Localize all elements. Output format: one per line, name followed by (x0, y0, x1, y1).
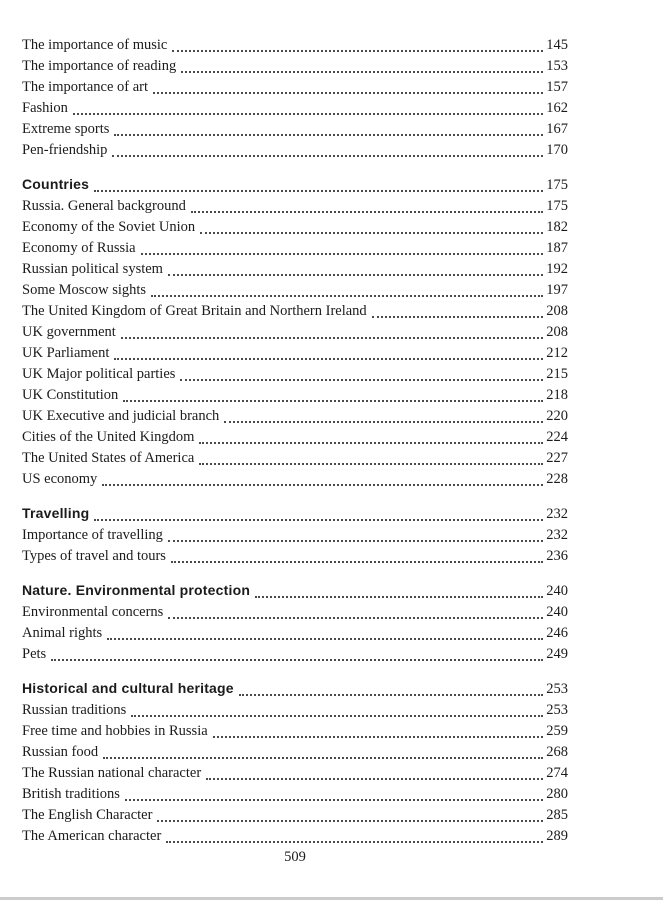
toc-entry-label: Pets (22, 646, 47, 662)
toc-entry-label: The importance of art (22, 79, 149, 95)
toc-entry-row (22, 140, 568, 161)
dot-leader (168, 274, 543, 276)
toc-entry-page: 259 (546, 723, 568, 739)
toc-entry-label: Free time and hobbies in Russia (22, 723, 208, 739)
toc-entry-label: Extreme sports (22, 121, 110, 137)
toc-entry-label: Russian food (22, 744, 99, 760)
dot-leader (107, 638, 543, 640)
toc-entry-row (22, 427, 568, 448)
toc-entry-label: Importance of travelling (22, 527, 163, 543)
toc-entry-label: Types of travel and tours (22, 548, 166, 564)
toc-entry-label: US economy (22, 471, 98, 487)
toc-entry-row (22, 98, 568, 119)
toc-entry-label: UK Executive and judicial branch (22, 408, 220, 424)
dot-leader (157, 820, 543, 822)
toc-entry-row (22, 623, 568, 644)
toc-entry-page: 187 (546, 240, 568, 256)
toc-entry-page: 240 (546, 583, 568, 599)
toc-entry-page: 232 (546, 506, 568, 522)
toc-entry-page: 182 (546, 219, 568, 235)
toc-heading-label: Nature. Environmental protection (22, 582, 251, 598)
toc-entry-label: UK Constitution (22, 387, 119, 403)
toc-entry-page: 253 (546, 702, 568, 718)
toc-entry-row (22, 364, 568, 385)
toc-entry-page: 220 (546, 408, 568, 424)
toc-entry-row (22, 448, 568, 469)
dot-leader (153, 92, 543, 94)
toc-entry-label: Russian traditions (22, 702, 127, 718)
toc-entry-label: The United Kingdom of Great Britain and Northern Ireland (22, 303, 367, 319)
toc-heading-row (22, 503, 568, 525)
toc-entry-label: Economy of Russia (22, 240, 136, 256)
toc-entry-page: 145 (546, 37, 568, 53)
dot-leader (123, 400, 543, 402)
toc-entry-label: Pen-friendship (22, 142, 108, 158)
toc-entry-row (22, 322, 568, 343)
toc-entry-page: 215 (546, 366, 568, 382)
toc-entry-page: 167 (546, 121, 568, 137)
toc-entry-label: The American character (22, 828, 162, 844)
toc-entry-row (22, 280, 568, 301)
toc-entry-row (22, 238, 568, 259)
dot-leader (102, 484, 543, 486)
dot-leader (206, 778, 543, 780)
toc-entry-page: 232 (546, 527, 568, 543)
toc-entry-row (22, 385, 568, 406)
toc-entry-row (22, 469, 568, 490)
toc-entry-label: UK Parliament (22, 345, 110, 361)
toc-entry-page: 280 (546, 786, 568, 802)
toc-heading-row (22, 174, 568, 196)
toc-entry-row (22, 546, 568, 567)
toc-entry-label: Environmental concerns (22, 604, 164, 620)
dot-leader (191, 211, 543, 213)
dot-leader (171, 561, 543, 563)
dot-leader (151, 295, 543, 297)
toc-entry-row (22, 826, 568, 847)
dot-leader (213, 736, 544, 738)
dot-leader (125, 799, 543, 801)
toc-entry-row (22, 602, 568, 623)
toc-entry-row (22, 301, 568, 322)
toc-entry-label: Cities of the United Kingdom (22, 429, 195, 445)
toc-entry-label: The Russian national character (22, 765, 202, 781)
dot-leader (172, 50, 543, 52)
toc-entry-row (22, 343, 568, 364)
toc-entry-row (22, 784, 568, 805)
toc-entry-label: British traditions (22, 786, 120, 802)
toc-entry-label: Economy of the Soviet Union (22, 219, 196, 235)
dot-leader (121, 337, 543, 339)
toc-entry-page: 240 (546, 604, 568, 620)
toc-entry-row (22, 406, 568, 427)
toc-entry-label: Russia. General background (22, 198, 186, 214)
toc-entry-row (22, 721, 568, 742)
toc-entry-label: UK government (22, 324, 116, 340)
dot-leader (94, 190, 543, 192)
toc-entry-label: Russian political system (22, 261, 163, 277)
dot-leader (94, 519, 543, 521)
dot-leader (168, 540, 543, 542)
toc-entry-row (22, 700, 568, 721)
toc-entry-page: 285 (546, 807, 568, 823)
toc-entry-page: 249 (546, 646, 568, 662)
toc-entry-page: 170 (546, 142, 568, 158)
toc-entry-row (22, 196, 568, 217)
toc-entry-row (22, 77, 568, 98)
dot-leader (112, 155, 543, 157)
toc-entry-page: 253 (546, 681, 568, 697)
toc-entry-row (22, 644, 568, 665)
toc-entry-row (22, 56, 568, 77)
toc-entry-row (22, 525, 568, 546)
toc-entry-row (22, 35, 568, 56)
dot-leader (199, 463, 543, 465)
dot-leader (199, 442, 543, 444)
toc-entry-row (22, 742, 568, 763)
toc-entry-row (22, 805, 568, 826)
toc-entry-label: The English Character (22, 807, 153, 823)
dot-leader (239, 694, 543, 696)
toc-entry-label: Fashion (22, 100, 68, 116)
toc-entry-page: 218 (546, 387, 568, 403)
toc-entry-label: Animal rights (22, 625, 103, 641)
toc-entry-page: 268 (546, 744, 568, 760)
toc-entry-page: 208 (546, 324, 568, 340)
dot-leader (372, 316, 544, 318)
toc-entry-label: The importance of music (22, 37, 168, 53)
dot-leader (166, 841, 543, 843)
dot-leader (114, 134, 543, 136)
toc-entry-row (22, 259, 568, 280)
toc-entry-page: 157 (546, 79, 568, 95)
dot-leader (168, 617, 543, 619)
toc-entry-page: 175 (546, 177, 568, 193)
toc-entry-row (22, 119, 568, 140)
toc-heading-label: Travelling (22, 505, 90, 521)
toc-entry-label: The United States of America (22, 450, 195, 466)
toc-entry-page: 236 (546, 548, 568, 564)
toc-entry-page: 274 (546, 765, 568, 781)
toc-entry-page: 289 (546, 828, 568, 844)
dot-leader (200, 232, 543, 234)
toc-entry-page: 208 (546, 303, 568, 319)
dot-leader (224, 421, 543, 423)
toc-entry-page: 162 (546, 100, 568, 116)
dot-leader (181, 71, 543, 73)
toc-entry-page: 175 (546, 198, 568, 214)
toc-entry-page: 228 (546, 471, 568, 487)
footer-page-number: 509 (284, 849, 306, 865)
dot-leader (255, 596, 543, 598)
toc-entry-page: 192 (546, 261, 568, 277)
dot-leader (114, 358, 543, 360)
toc-entry-page: 227 (546, 450, 568, 466)
toc-entry-page: 224 (546, 429, 568, 445)
toc-entry-label: The importance of reading (22, 58, 177, 74)
toc-heading-row (22, 580, 568, 602)
toc-list (22, 35, 568, 847)
toc-entry-row (22, 217, 568, 238)
dot-leader (180, 379, 543, 381)
dot-leader (51, 659, 543, 661)
toc-entry-page: 153 (546, 58, 568, 74)
dot-leader (131, 715, 543, 717)
toc-heading-label: Historical and cultural heritage (22, 680, 234, 696)
toc-entry-page: 197 (546, 282, 568, 298)
toc-entry-page: 212 (546, 345, 568, 361)
toc-heading-label: Countries (22, 176, 90, 192)
dot-leader (103, 757, 543, 759)
toc-entry-page: 246 (546, 625, 568, 641)
toc-heading-row (22, 678, 568, 700)
toc-entry-row (22, 763, 568, 784)
toc-entry-label: Some Moscow sights (22, 282, 147, 298)
dot-leader (141, 253, 544, 255)
dot-leader (73, 113, 543, 115)
toc-entry-label: UK Major political parties (22, 366, 176, 382)
